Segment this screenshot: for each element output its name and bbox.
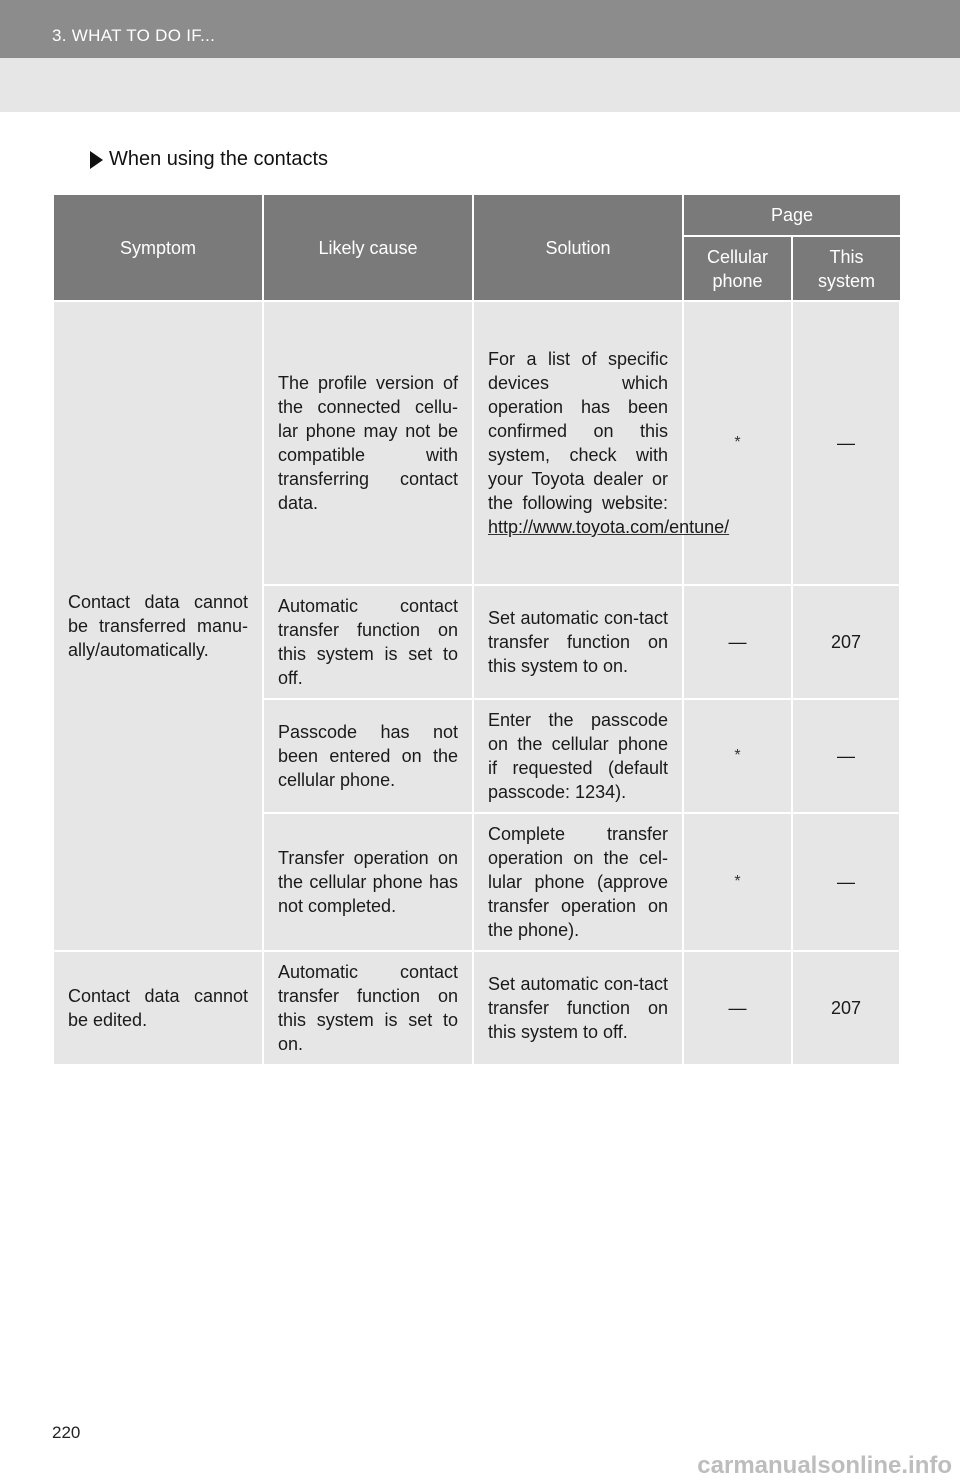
system-page-cell: —	[792, 301, 900, 585]
system-page-cell: —	[792, 699, 900, 813]
cause-cell: Transfer operation on the cellular phone has not completed.	[263, 813, 473, 951]
header-band	[0, 58, 960, 112]
section-heading	[90, 148, 328, 171]
page-header	[0, 0, 960, 58]
cause-cell: Automatic contact transfer function on this system is set to off.	[263, 585, 473, 699]
system-page-cell: —	[792, 813, 900, 951]
header-this-system: This system	[792, 236, 900, 301]
cause-cell: The profile version of the connected cellu-lar phone may not be compatible with transferring contact data.	[263, 301, 473, 585]
cellular-page-cell: *	[683, 813, 792, 951]
cellular-page-cell: —	[683, 951, 792, 1065]
system-page-cell: 207	[792, 951, 900, 1065]
website-link[interactable]: http://www.toyota.com/entune/	[488, 517, 730, 537]
watermark-logo: carmanualsonline.info	[697, 1452, 952, 1479]
solution-text: For a list of specific devices which operation has been confirmed on this system, check with your Toyota dealer or the following website:	[488, 349, 668, 513]
triangle-bullet-icon	[90, 151, 103, 169]
solution-cell: Set automatic con-tact transfer function on this system to off.	[473, 951, 683, 1065]
solution-cell	[473, 301, 730, 585]
system-page-cell: 207	[792, 585, 900, 699]
page-number: 220	[52, 1423, 81, 1442]
section-heading-text: When using the contacts	[109, 148, 329, 170]
symptom-cell: Contact data cannot be transferred manu-ally/automatically.	[54, 301, 263, 951]
header-symptom: Symptom	[54, 195, 263, 301]
header-likely-cause: Likely cause	[263, 195, 473, 301]
troubleshooting-table	[54, 195, 901, 1066]
table-row	[54, 951, 900, 1065]
header-solution: Solution	[473, 195, 683, 301]
header-page: Page	[683, 195, 900, 236]
header-cellular-phone: Cellular phone	[683, 236, 792, 301]
solution-cell: Enter the passcode on the cellular phone if requested (default passcode: 1234).	[473, 699, 683, 813]
cellular-page-cell: *	[683, 301, 792, 585]
cellular-page-cell: —	[683, 585, 792, 699]
symptom-cell: Contact data cannot be edited.	[54, 951, 263, 1065]
solution-cell: Complete transfer operation on the cel-lular phone (approve transfer operation on the phone).	[473, 813, 683, 951]
cause-cell: Passcode has not been entered on the cellular phone.	[263, 699, 473, 813]
solution-cell: Set automatic con-tact transfer function on this system to on.	[473, 585, 683, 699]
table-row	[54, 301, 900, 585]
cause-cell: Automatic contact transfer function on this system is set to on.	[263, 951, 473, 1065]
cellular-page-cell: *	[683, 699, 792, 813]
chapter-title: 3. WHAT TO DO IF...	[52, 26, 216, 45]
